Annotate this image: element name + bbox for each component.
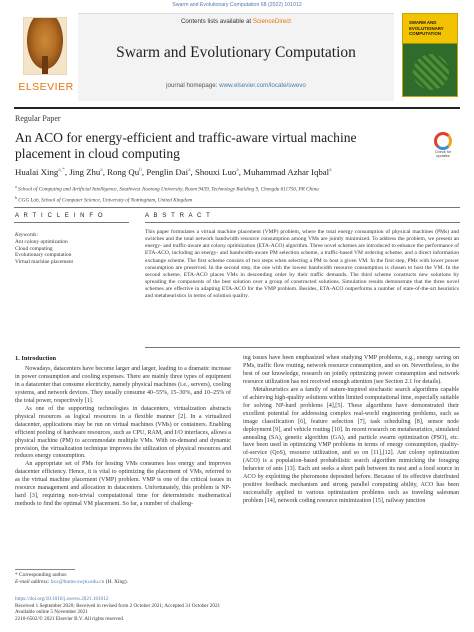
contents-line xyxy=(78,18,394,25)
abstract-text: This paper formulates a virtual machine placement (VMP) problem, where the total energy consumption of physical machines (PMs) and switches and the total network bandwidth resource consumption among VMs are jointly minimized. To address the problem, we present an energy- and traffic-aware ant colony optimization (ETA-ACO) algorithm. Three novel schemes are introduced to enhance the performance of ETA-ACO, including an energy- and bandwidth-aware PM selection scheme, a traffic-based VM ordering scheme, and a direct information exchange scheme. The first scheme consists of two steps when selecting a PM to host a given VM. In the first step, PMs with lower power consumption are preserved. In the second step, the one with the lowest bandwidth resource consumption is chosen to host the VM. In the second scheme, ETA-ACO places VMs in descending order by their traffic demands. The third scheme constructs new solutions by spreading the components of the best solution over a group of constructed solutions. Simulation results demonstrate that the three novel schemes are effective in adapting ETA-ACO for the VMP problem. Besides, ETA-ACO outperforms a number of state-of-the-art heuristics and metaheuristics in terms of solution quality. xyxy=(145,229,459,300)
intro-paragraph-2: As one of the supporting technologies in datacenters, virtualization abstracts physical resources as logical resources in a flexible manner [2]. In a virtualized datacenter, applications may be run on virtual machines (VMs) or containers. Enabling efficient pooling of hardware resources, such as CPU, RAM, and I/O interfaces, allows a physical machine (PM) to accommodate multiple VMs. With on-demand and dynamic provision, the virtualization technique improves the utilization of physical resources and reduces energy consumption. xyxy=(15,405,231,460)
crossmark-label: Check for updates xyxy=(434,150,452,158)
homepage-link[interactable]: www.elsevier.com/locate/swevo xyxy=(219,82,306,89)
email-prefix: E-mail address: xyxy=(15,578,51,585)
contents-prefix: Contents lists available at xyxy=(180,18,253,25)
article-info-heading: A R T I C L E I N F O xyxy=(15,213,105,219)
author-affiliation-marker: a,* xyxy=(58,167,65,174)
journal-header xyxy=(14,13,460,107)
author-name[interactable]: Muhammad Azhar Iqbal xyxy=(243,167,330,177)
crossmark-icon xyxy=(434,132,452,150)
author-affiliation-marker: a xyxy=(236,167,239,174)
cover-art xyxy=(413,54,449,90)
article-info-rule xyxy=(14,222,129,223)
publisher-name: ELSEVIER xyxy=(18,81,74,93)
journal-citation-link[interactable]: Swarm and Evolutionary Computation 68 (2022) 101012 xyxy=(172,2,302,8)
keywords-title: Keywords: xyxy=(15,232,39,238)
author-name[interactable]: Shouxi Luo xyxy=(194,167,237,177)
abstract-bottom-rule xyxy=(145,347,460,348)
introduction-heading: 1. Introduction xyxy=(15,355,57,362)
affiliation-text: CGG Lab, School of Computer Science, University of Nottingham, United Kingdom xyxy=(18,197,193,204)
article-type: Regular Paper xyxy=(15,114,61,123)
header-divider xyxy=(14,107,460,109)
intro-paragraph-1: Nowadays, datacenters have become larger and larger, leading to a dramatic increase in power consumption and cooling expenses. There are mainly three types of equipment in a datacenter that consume electricity, namely physical machines (i.e., servers), cooling systems, and network devices. They usually consume 40–55%, 15–30%, and 10–25% of the total power, respectively [1]. xyxy=(15,366,231,404)
journal-banner xyxy=(78,13,394,101)
affiliation-marker: b xyxy=(15,194,19,200)
sciencedirect-link[interactable]: ScienceDirect xyxy=(252,18,292,25)
intro-paragraph-3: An appropriate set of PMs for hosting VMs consumes less energy and improves datacenter efficiency. Hence, it is vital to optimizing the placement of VMs, referred to as the virtual machine placement (VMP) problem. VMP is one of the critical issues in resource management and allocation in datacenters. Unfortunately, this problem is NP-hard [3], requiring non-trivial computational time for deterministic mathematical methods to find the optimal VM placement. So far, a number of challeng- xyxy=(15,461,231,508)
abstract-heading: A B S T R A C T xyxy=(145,213,212,219)
author-name[interactable]: Penglin Dai xyxy=(146,167,189,177)
journal-title: Swarm and Evolutionary Computation xyxy=(116,44,356,61)
author-name[interactable]: Hualai Xing xyxy=(15,167,59,177)
left-column xyxy=(15,366,231,509)
email-line xyxy=(15,579,265,586)
journal-cover-image[interactable] xyxy=(402,13,458,97)
cover-title: SWARM AND EVOLUTIONARY COMPUTATION xyxy=(409,20,444,36)
author-affiliation-marker: b xyxy=(139,167,142,174)
abstract-rule xyxy=(145,222,460,223)
affiliation-marker: a xyxy=(15,184,19,189)
keyword-item: Virtual machine placement xyxy=(15,258,74,265)
keyword-item: Evolutionary computation xyxy=(15,252,72,259)
copyright: 2210-6502/© 2021 Elsevier B.V. All rights reserved. xyxy=(15,615,125,622)
keyword-item: Ant colony optimization xyxy=(15,239,68,245)
right-column xyxy=(243,355,459,506)
corresponding-author-note: * Corresponding author. xyxy=(15,572,68,578)
affiliation-line xyxy=(15,194,455,205)
doi-link[interactable]: https://doi.org/10.1016/j.swevo.2021.101012 xyxy=(15,596,109,602)
footnotes xyxy=(15,572,265,586)
affiliation-line xyxy=(15,183,455,194)
intro-paragraph-5: Metaheuristics are a family of nature-inspired stochastic search algorithms capable of achieving high-quality solutions within limited computational time, especially suitable for solving NP-hard problems [4],[5]. These algorithms have demonstrated their excellent potential for addressing complex real-world engineering problems, such as image classification [6], feature selection [7], task scheduling [8], sensor node deployment [9], and vehicle routing [10]. In recent research on metaheuristics, simulated annealing (SA), genetic algorithm (GA), and particle swarm optimization (PSO), etc. have been used in optimizing VMP problems in terms of energy consumption, quality-of-service (QoS), resource utilization, and so on [11],[12]. Ant colony optimization (ACO) is a population-based probabilistic search algorithm mimicking the foraging behavior of ants [13]. Each ant seeks a short path between its nest and a food source in ACO by exploiting the pheromone deposited before. Because of its effective distributed positive feedback mechanism and strong parallel computing ability, ACO has been successfully applied to various optimization problems such as traveling salesman problem [14], network coding resource minimization [15], railway junction xyxy=(243,386,459,505)
footnote-rule xyxy=(15,569,75,570)
tree-icon xyxy=(23,17,67,75)
crossmark-badge[interactable] xyxy=(432,132,454,158)
intro-paragraph-4: ing issues have been emphasized when studying VMP problems, e.g., energy saving on PMs, traffic flow routing, network resource consumption, and so on. Nevertheless, to the best of our knowledge, research on jointly optimizing power consumption and network resource utilization has not received enough attention (see Section 2.1 for details). xyxy=(243,355,459,385)
email-link[interactable]: hxx@home.swjtu.edu.cn xyxy=(50,578,105,585)
keyword-item: Cloud computing xyxy=(15,245,53,252)
affiliations xyxy=(15,183,455,204)
email-suffix: (H. Xing). xyxy=(104,578,129,585)
homepage-line xyxy=(78,82,394,89)
affiliation-text: School of Computing and Artificial Intelligence, Southwest Jiaotong University, Room 9439, Technology Building 9, Chengdu 611756, PR China xyxy=(18,186,319,193)
author-name[interactable]: Rong Qu xyxy=(107,167,140,177)
author-list: Hualai Xing$^{a,*}$, Jing Zhu$^a$, Rong Qu$^b$, Penglin Dai$^a$, Shouxi Luo$^a$, Muhammad Azhar Iqbal$^a$ xyxy=(15,167,332,177)
elsevier-logo[interactable] xyxy=(18,17,72,99)
homepage-prefix: journal homepage: xyxy=(166,82,220,89)
authors-divider xyxy=(14,207,460,208)
article-title: An ACO for energy-efficient and traffic-aware virtual machine placement in cloud computing xyxy=(15,130,357,161)
author-affiliation-marker: a xyxy=(188,167,191,174)
keywords-list xyxy=(15,239,130,265)
publication-meta xyxy=(15,596,295,622)
author-name[interactable]: Jing Zhu xyxy=(69,167,101,177)
available-online: Available online 5 November 2021 xyxy=(15,609,88,616)
received-dates: Received 1 September 2020; Received in revised form 2 October 2021; Accepted 31 October 2021 xyxy=(15,602,221,609)
author-affiliation-marker: a xyxy=(100,167,103,174)
author-affiliation-marker: a xyxy=(329,167,332,174)
